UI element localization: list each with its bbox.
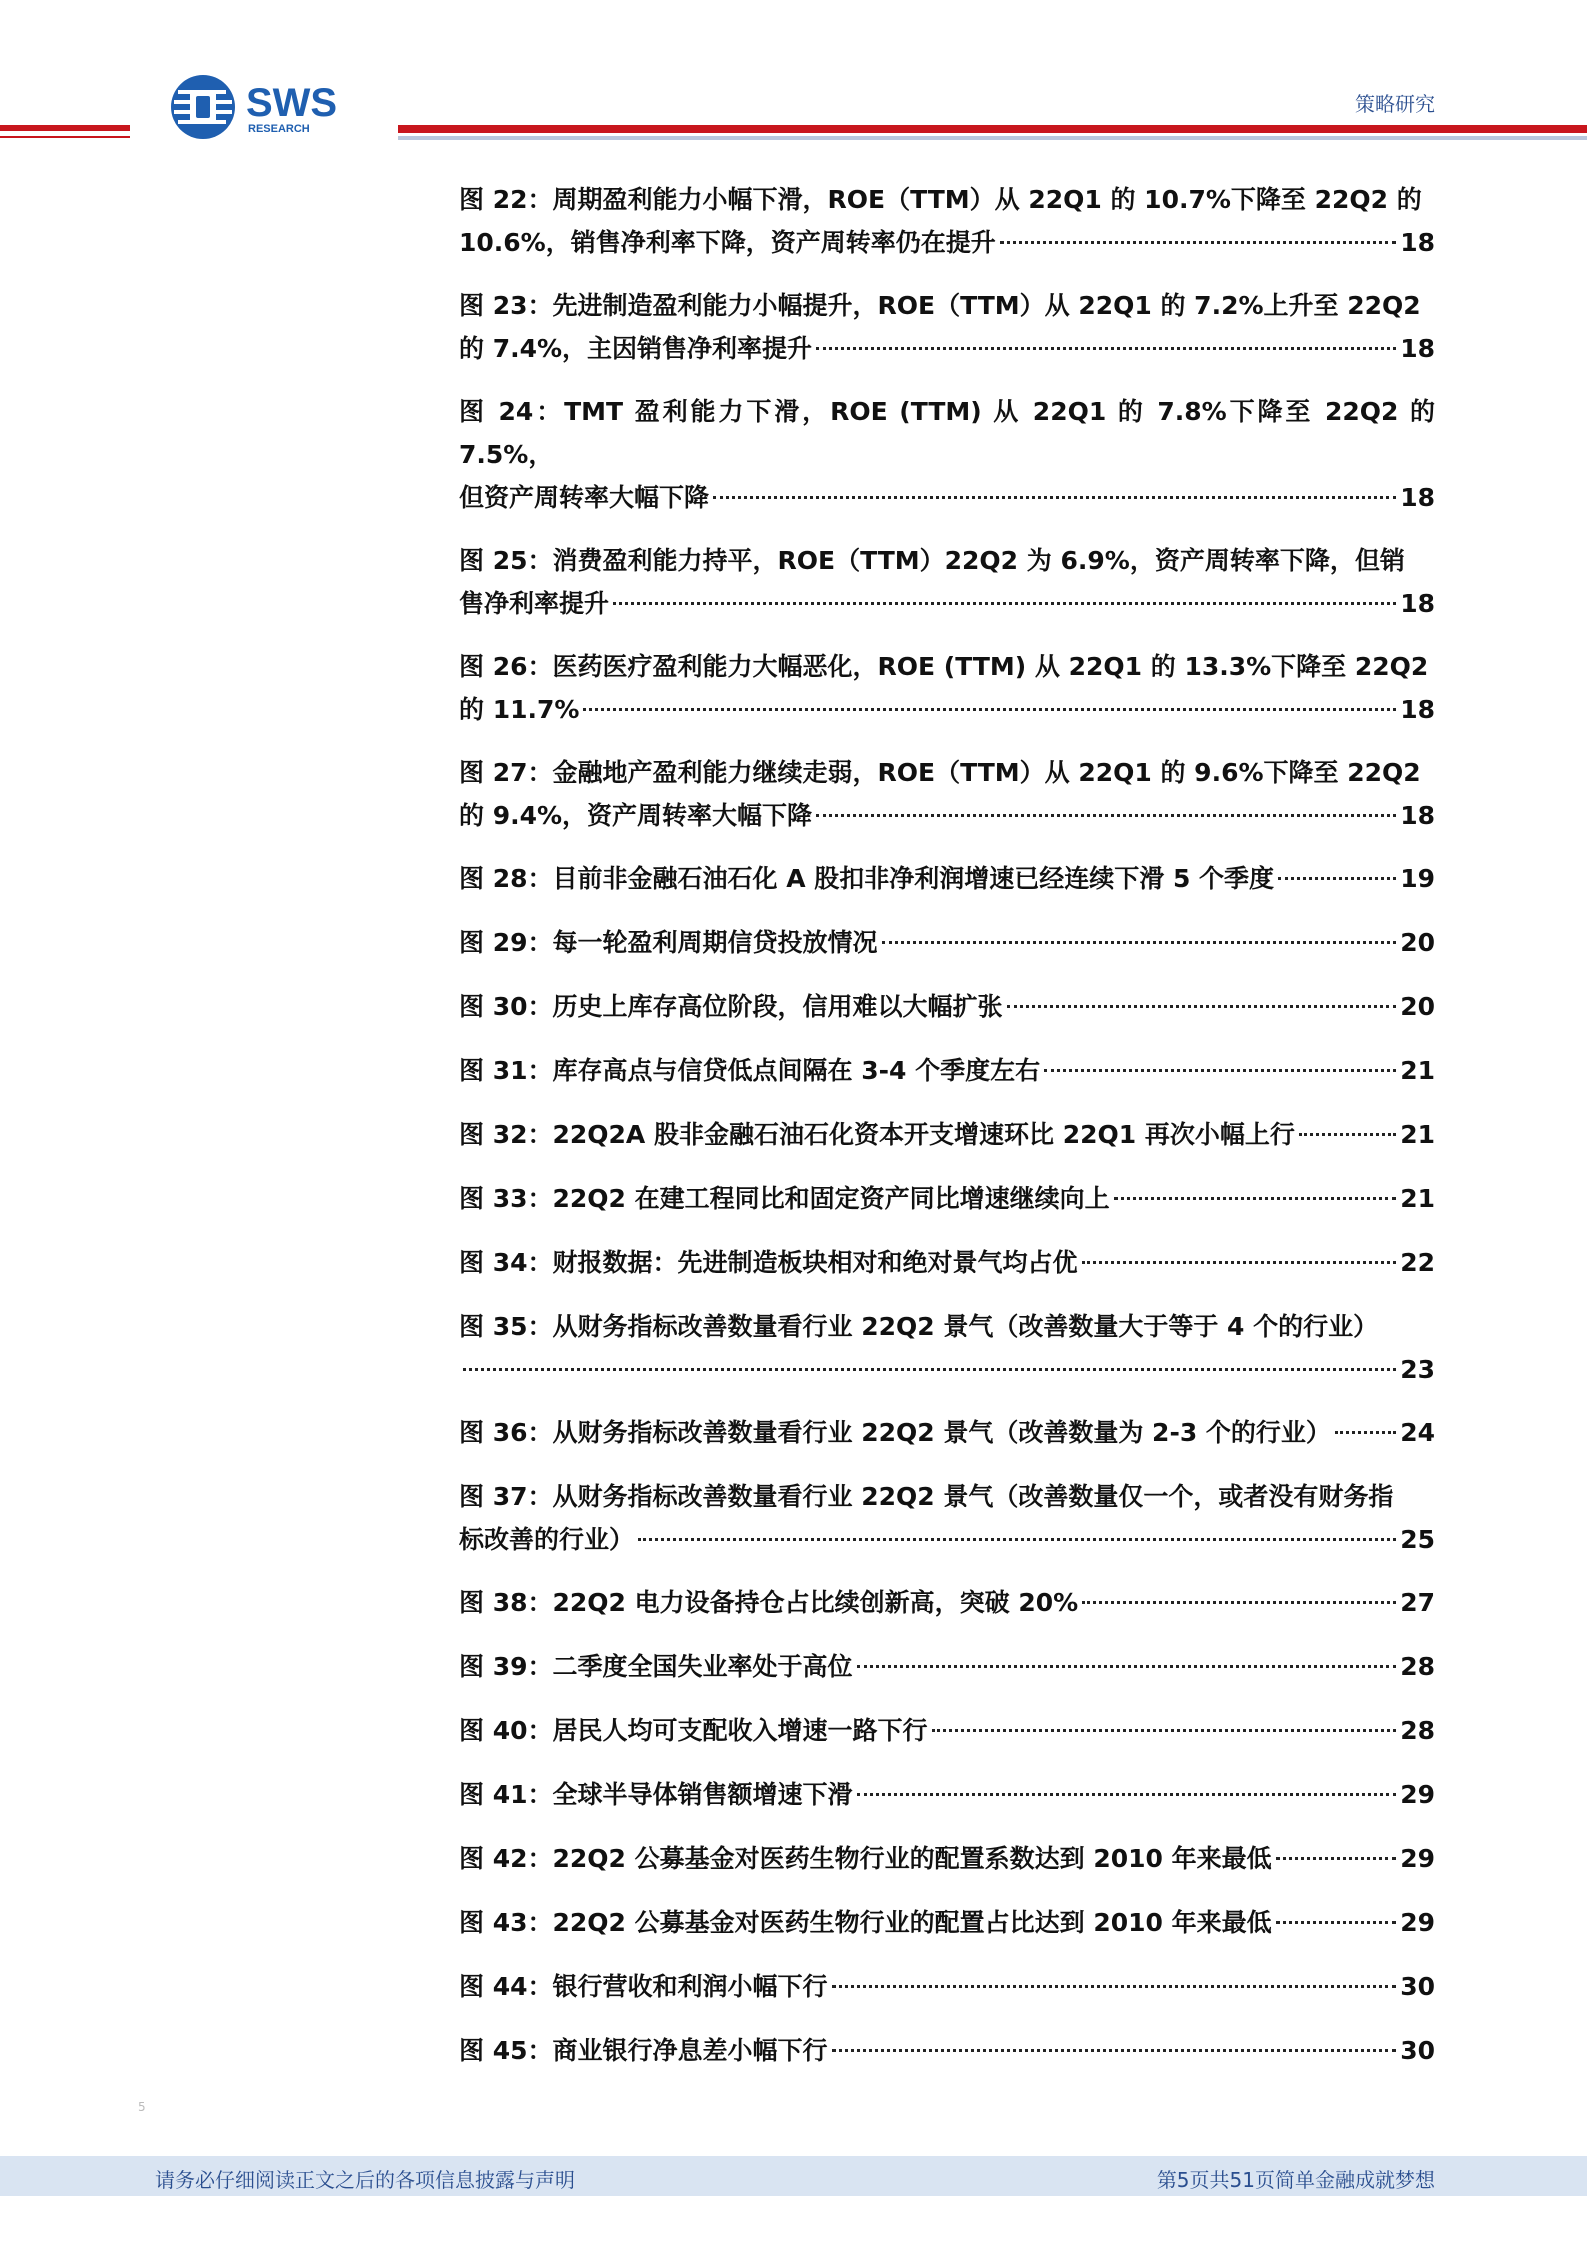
toc-page-number: 18 [1400,483,1435,512]
toc-entry-title-line: 的 9.4%，资产周转率大幅下降 [459,801,813,830]
toc-page-number: 20 [1400,928,1435,957]
toc-entry-title-line: 图 31：库存高点与信贷低点间隔在 3-4 个季度左右 [459,1056,1041,1085]
toc-page-number: 28 [1400,1716,1435,1745]
toc-leader-dots [1007,1005,1397,1008]
toc-page-number: 23 [1400,1355,1435,1384]
sws-logo [168,72,378,142]
toc-leader-dots [857,1793,1397,1796]
toc-entry-title-line: 图 24：TMT 盈利能力下滑，ROE (TTM) 从 22Q1 的 7.8%下降至 22Q2 的 7.5%， [459,397,1435,469]
toc-entry[interactable] [459,1709,1435,1752]
toc-page-number: 28 [1400,1652,1435,1681]
toc-entry[interactable] [459,985,1435,1028]
toc-page-number: 30 [1400,1972,1435,2001]
toc-entry-title-line: 图 27：金融地产盈利能力继续走弱，ROE（TTM）从 22Q1 的 9.6%下降至 22Q2 [459,758,1421,787]
logo-subtext: RESEARCH [248,123,310,135]
header-rule-left-thin [0,136,130,138]
footer-page-info: 第5页共51页简单金融成就梦想 [1156,2168,1435,2192]
sws-logo-mark-icon [168,72,378,142]
toc-entry-title-line: 图 33：22Q2 在建工程同比和固定资产同比增速继续向上 [459,1184,1110,1213]
toc-entry-title-line: 图 26：医药医疗盈利能力大幅恶化，ROE (TTM) 从 22Q1 的 13.3%下降至 22Q2 [459,652,1429,681]
toc-page-number: 18 [1400,695,1435,724]
toc-leader-dots [816,347,1396,350]
toc-page-number: 20 [1400,992,1435,1021]
toc-entry[interactable] [459,1113,1435,1156]
toc-entry-title-line: 售净利率提升 [459,589,610,618]
toc-entry-title-line: 图 39：二季度全国失业率处于高位 [459,1652,853,1681]
toc-entry[interactable] [459,390,1435,519]
toc-entry[interactable] [459,1837,1435,1880]
toc-leader-dots [613,602,1396,605]
toc-page-number: 27 [1400,1588,1435,1617]
toc-entry[interactable] [459,178,1435,264]
toc-entry[interactable] [459,1411,1435,1454]
toc-page-number: 25 [1400,1525,1435,1554]
toc-leader-dots [583,708,1396,711]
toc-page-number: 18 [1400,228,1435,257]
toc-page-number: 21 [1400,1184,1435,1213]
toc-page-number: 29 [1400,1844,1435,1873]
toc-entry[interactable] [459,1645,1435,1688]
toc-entry-title-line: 图 45：商业银行净息差小幅下行 [459,2036,828,2065]
toc-entry[interactable] [459,1177,1435,1220]
toc-entry-title-line: 图 34：财报数据：先进制造板块相对和绝对景气均占优 [459,1248,1078,1277]
toc-entry[interactable] [459,1773,1435,1816]
logo-text: SWS [246,81,338,125]
toc-leader-dots [882,941,1397,944]
toc-entry-title-line: 图 30：历史上库存高位阶段，信用难以大幅扩张 [459,992,1003,1021]
toc-entry[interactable] [459,1475,1435,1561]
header-rule-right [398,125,1587,133]
toc-entry-title-line: 但资产周转率大幅下降 [459,483,710,512]
toc-leader-dots [932,1729,1397,1732]
toc-leader-dots [1335,1431,1396,1434]
toc-entry[interactable] [459,539,1435,625]
toc-page-number: 24 [1400,1418,1435,1447]
toc-entry[interactable] [459,1901,1435,1944]
toc-entry[interactable] [459,645,1435,731]
toc-page-number: 18 [1400,334,1435,363]
toc-page-number: 22 [1400,1248,1435,1277]
toc-entry-title-line: 的 11.7% [459,695,580,724]
toc-entry-title-line: 图 40：居民人均可支配收入增速一路下行 [459,1716,928,1745]
header-category: 策略研究 [1355,92,1435,116]
toc-leader-dots [816,814,1396,817]
toc-entry-title-line: 图 23：先进制造盈利能力小幅提升，ROE（TTM）从 22Q1 的 7.2%上升至 22Q2 [459,291,1421,320]
toc-entry-title-line: 标改善的行业） [459,1525,635,1554]
toc-entry-title-line: 图 22：周期盈利能力小幅下滑，ROE（TTM）从 22Q1 的 10.7%下降至 22Q2 的 [459,185,1422,214]
toc-page-number: 29 [1400,1908,1435,1937]
toc-entry-title-line: 图 43：22Q2 公募基金对医药生物行业的配置占比达到 2010 年来最低 [459,1908,1272,1937]
toc-leader-dots [1000,241,1396,244]
toc-entry[interactable] [459,921,1435,964]
toc-page-number: 18 [1400,589,1435,618]
toc-leader-dots [1276,1857,1397,1860]
toc-leader-dots [1082,1601,1396,1604]
toc-leader-dots [1299,1133,1396,1136]
toc-leader-dots [832,1985,1397,1988]
toc-entry-title-line: 的 7.4%，主因销售净利率提升 [459,334,813,363]
toc-leader-dots [857,1665,1397,1668]
toc-leader-dots [463,1368,1396,1371]
toc-page-number: 30 [1400,2036,1435,2065]
toc-entry-title-line: 图 37：从财务指标改善数量看行业 22Q2 景气（改善数量仅一个，或者没有财务指 [459,1482,1394,1511]
toc-entry[interactable] [459,2029,1435,2072]
toc-entry-title-line: 图 28：目前非金融石油石化 A 股扣非净利润增速已经连续下滑 5 个季度 [459,864,1275,893]
toc-leader-dots [638,1538,1396,1541]
toc-page-number: 29 [1400,1780,1435,1809]
toc-entry[interactable] [459,857,1435,900]
toc-page-number: 18 [1400,801,1435,830]
page-marker: 5 [138,2100,146,2114]
toc-entry-title-line: 图 29：每一轮盈利周期信贷投放情况 [459,928,878,957]
header-rule-right-blue [398,136,1587,140]
toc-leader-dots [1114,1197,1397,1200]
toc-entry[interactable] [459,1581,1435,1624]
toc-entry[interactable] [459,1049,1435,1092]
toc-entry[interactable] [459,1241,1435,1284]
toc-entry[interactable] [459,1965,1435,2008]
toc-entry-title-line: 图 25：消费盈利能力持平，ROE（TTM）22Q2 为 6.9%，资产周转率下降，但销 [459,546,1405,575]
toc-page-number: 19 [1400,864,1435,893]
toc-leader-dots [713,496,1396,499]
toc-entry-title-line: 图 32：22Q2A 股非金融石油石化资本开支增速环比 22Q1 再次小幅上行 [459,1120,1295,1149]
toc-leader-dots [1082,1261,1397,1264]
toc-entry-title-line: 图 42：22Q2 公募基金对医药生物行业的配置系数达到 2010 年来最低 [459,1844,1272,1873]
toc-leader-dots [1278,877,1396,880]
toc-entry-title-line: 图 36：从财务指标改善数量看行业 22Q2 景气（改善数量为 2-3 个的行业） [459,1418,1331,1447]
figure-toc [459,178,1435,2093]
toc-entry-title-line: 10.6%，销售净利率下降，资产周转率仍在提升 [459,228,996,257]
toc-entry-title-line: 图 44：银行营收和利润小幅下行 [459,1972,828,2001]
toc-page-number: 21 [1400,1120,1435,1149]
toc-entry-title-line: 图 38：22Q2 电力设备持仓占比续创新高，突破 20% [459,1588,1079,1617]
toc-page-number: 21 [1400,1056,1435,1085]
toc-leader-dots [1044,1069,1396,1072]
footer-disclaimer: 请务必仔细阅读正文之后的各项信息披露与声明 [155,2168,575,2192]
toc-entry-title-line: 图 41：全球半导体销售额增速下滑 [459,1780,853,1809]
toc-entry[interactable] [459,284,1435,370]
toc-leader-dots [832,2049,1397,2052]
toc-entry[interactable] [459,751,1435,837]
toc-entry[interactable] [459,1305,1435,1391]
toc-leader-dots [1276,1921,1397,1924]
header-rule-left [0,125,130,131]
toc-entry-title-line: 图 35：从财务指标改善数量看行业 22Q2 景气（改善数量大于等于 4 个的行业） [459,1312,1379,1341]
